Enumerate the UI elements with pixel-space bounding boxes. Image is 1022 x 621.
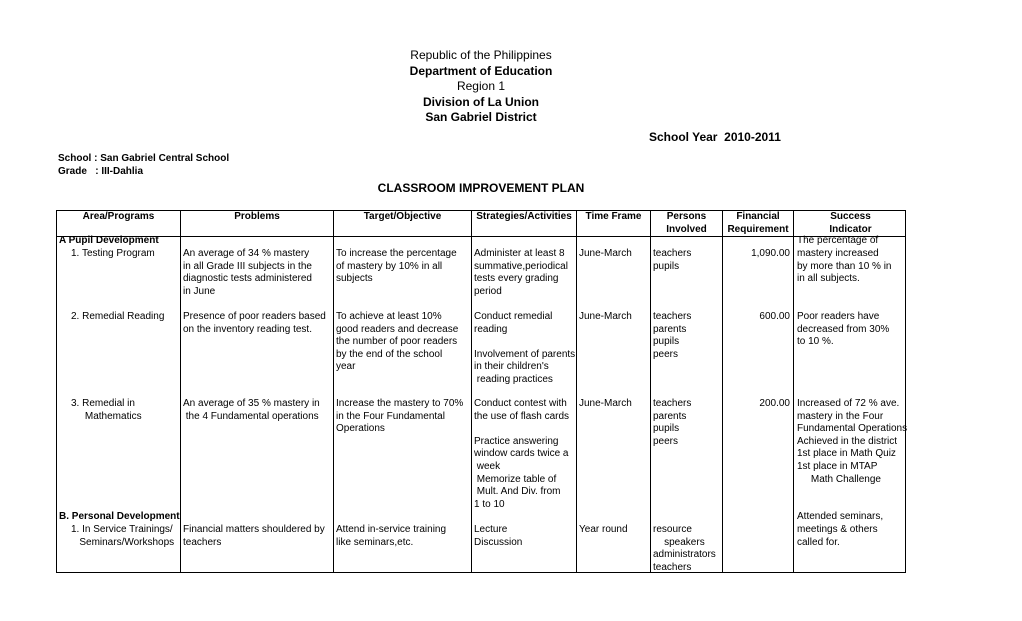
- section-b-title: B. Personal Development: [59, 511, 180, 522]
- table-row-target: To achieve at least 10% good readers and decrease the number of poor readers by the end of the school year: [336, 311, 459, 373]
- section-a-success-lead: The percentage of: [797, 235, 879, 246]
- column-divider: [650, 211, 651, 572]
- table-row-persons: resource speakers administrators teachers: [653, 524, 716, 573]
- table-row-success: mastery increased by more than 10 % in in all subjects.: [797, 248, 892, 285]
- letterhead-division: Division of La Union: [423, 94, 539, 109]
- table-row-time: June-March: [579, 248, 632, 259]
- column-divider: [576, 211, 577, 572]
- table-row-success: Poor readers have decreased from 30% to 10 %.: [797, 311, 890, 348]
- school-year: School Year 2010-2011: [649, 130, 781, 144]
- letterhead-republic: Republic of the Philippines: [410, 48, 552, 62]
- improvement-plan-table: [56, 210, 906, 573]
- table-row-success: meetings & others called for.: [797, 524, 878, 548]
- table-row-strategies: Conduct contest with the use of flash cards Practice answering window cards twice a week Memorize table of Mult. And Div. from 1 to 10: [474, 398, 570, 510]
- col-header-financial: Financial Requirement: [727, 211, 789, 235]
- table-row-persons: teachers parents pupils peers: [653, 311, 692, 360]
- table-row-problems: An average of 34 % mastery in all Grade III subjects in the diagnostic tests administered in June: [183, 248, 312, 297]
- col-header-area: Area/Programs: [82, 211, 155, 222]
- col-header-target: Target/Objective: [363, 211, 442, 222]
- column-divider: [471, 211, 472, 572]
- table-row-time: June-March: [579, 311, 632, 322]
- table-row-time: June-March: [579, 398, 632, 409]
- table-row-persons: teachers parents pupils peers: [653, 398, 692, 447]
- table-row-persons: teachers pupils: [653, 248, 692, 272]
- grade-section: Grade : III-Dahlia: [58, 166, 144, 177]
- table-row-strategies: Conduct remedial reading Involvement of parents in their children's reading practices: [474, 311, 576, 385]
- table-row-area: 3. Remedial in Mathematics: [71, 398, 142, 422]
- letterhead: [330, 48, 632, 126]
- letterhead-region: Region 1: [456, 79, 506, 93]
- table-row-target: Attend in-service training like seminars,etc.: [336, 524, 447, 548]
- table-row-financial: 600.00: [759, 311, 790, 322]
- column-divider: [333, 211, 334, 572]
- table-row-financial: 200.00: [759, 398, 790, 409]
- table-row-strategies: Lecture Discussion: [474, 524, 523, 548]
- col-header-problems: Problems: [234, 211, 280, 222]
- column-divider: [722, 211, 723, 572]
- letterhead-district: San Gabriel District: [425, 110, 537, 124]
- table-row-problems: Presence of poor readers based on the inventory reading test.: [183, 311, 326, 335]
- table-row-problems: An average of 35 % mastery in the 4 Fundamental operations: [183, 398, 320, 422]
- table-row-target: Increase the mastery to 70% in the Four Fundamental Operations: [336, 398, 464, 435]
- table-row-financial: 1,090.00: [751, 248, 790, 259]
- school-name: School : San Gabriel Central School: [58, 153, 230, 164]
- table-row-target: To increase the percentage of mastery by 10% in all subjects: [336, 248, 457, 285]
- document-title: CLASSROOM IMPROVEMENT PLAN: [377, 181, 585, 195]
- section-b-success-lead: Attended seminars,: [797, 511, 884, 522]
- table-row-problems: Financial matters shouldered by teachers: [183, 524, 325, 548]
- col-header-success: Success Indicator: [829, 211, 872, 235]
- col-header-time: Time Frame: [585, 211, 642, 222]
- column-divider: [180, 211, 181, 572]
- table-row-time: Year round: [579, 524, 628, 535]
- letterhead-department: Department of Education: [409, 63, 553, 78]
- table-row-area: 1. In Service Trainings/ Seminars/Workshops: [71, 524, 175, 548]
- section-a-title: A Pupil Development: [59, 235, 159, 246]
- column-divider: [793, 211, 794, 572]
- table-row-area: 1. Testing Program: [71, 248, 155, 259]
- col-header-persons: Persons Involved: [666, 211, 707, 235]
- table-row-strategies: Administer at least 8 summative,periodical tests every grading period: [474, 248, 568, 297]
- col-header-strategies: Strategies/Activities: [476, 211, 572, 222]
- table-row-success: Increased of 72 % ave. mastery in the Four Fundamental Operations Achieved in the district 1st place in Math Quiz 1st place in MTAP Math Challenge: [797, 398, 908, 485]
- table-row-area: 2. Remedial Reading: [71, 311, 165, 322]
